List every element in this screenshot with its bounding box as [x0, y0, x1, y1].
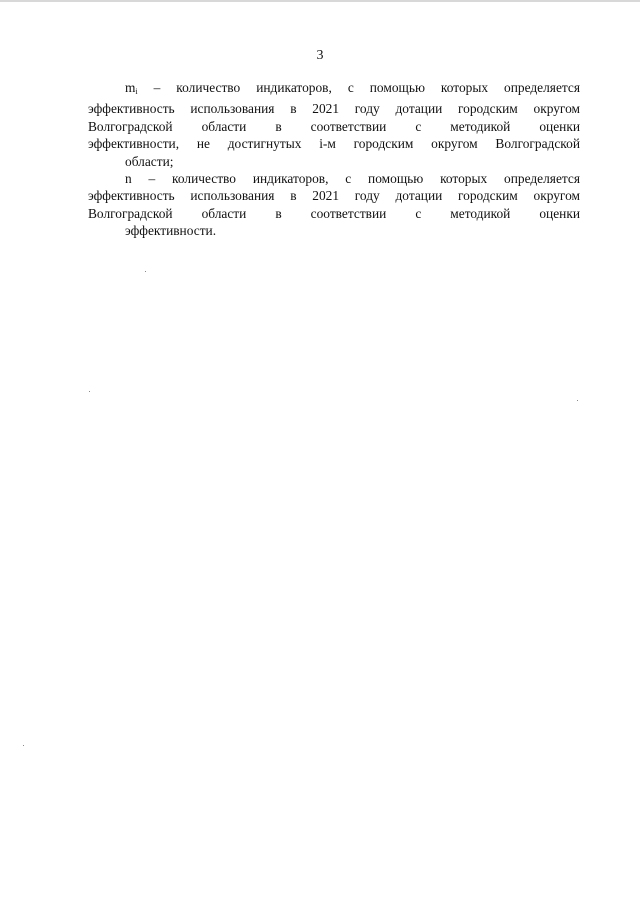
definition-n-line-3: Волгоградской области в соответствии с методикой оценки	[88, 205, 580, 221]
scan-speck	[577, 400, 578, 401]
definition-m-i-text: – количество индикаторов, с помощью которых определяется	[137, 80, 580, 95]
definition-m-i	[88, 79, 580, 170]
page-number: 3	[316, 48, 324, 63]
scan-speck	[23, 745, 24, 746]
definition-n-line-2: эффективность использования в 2021 году дотации городским округом	[88, 188, 580, 204]
symbol-n: n	[125, 171, 132, 187]
scan-speck	[145, 271, 146, 272]
definition-n-text: – количество индикаторов, с помощью которых определяется	[131, 171, 580, 187]
definition-n-line-1	[88, 170, 580, 187]
scan-speck	[89, 391, 90, 392]
definition-m-i-line-3: Волгоградской области в соответствии с методикой оценки	[88, 118, 580, 134]
definition-m-i-line-2: эффективность использования в 2021 году дотации городским округом	[88, 101, 580, 117]
definition-n-line-4: эффективности.	[125, 223, 217, 239]
symbol-m: m	[125, 80, 136, 95]
symbol-m-subscript: i	[135, 87, 138, 96]
document-body	[88, 79, 580, 240]
definition-m-i-line-5: области;	[125, 153, 174, 169]
definition-m-i-line-4: эффективности, не достигнутых i-м городским округом Волгоградской	[88, 136, 580, 152]
page-top-edge	[0, 0, 640, 2]
definition-m-i-line-1	[88, 79, 580, 100]
definition-n	[88, 170, 580, 240]
